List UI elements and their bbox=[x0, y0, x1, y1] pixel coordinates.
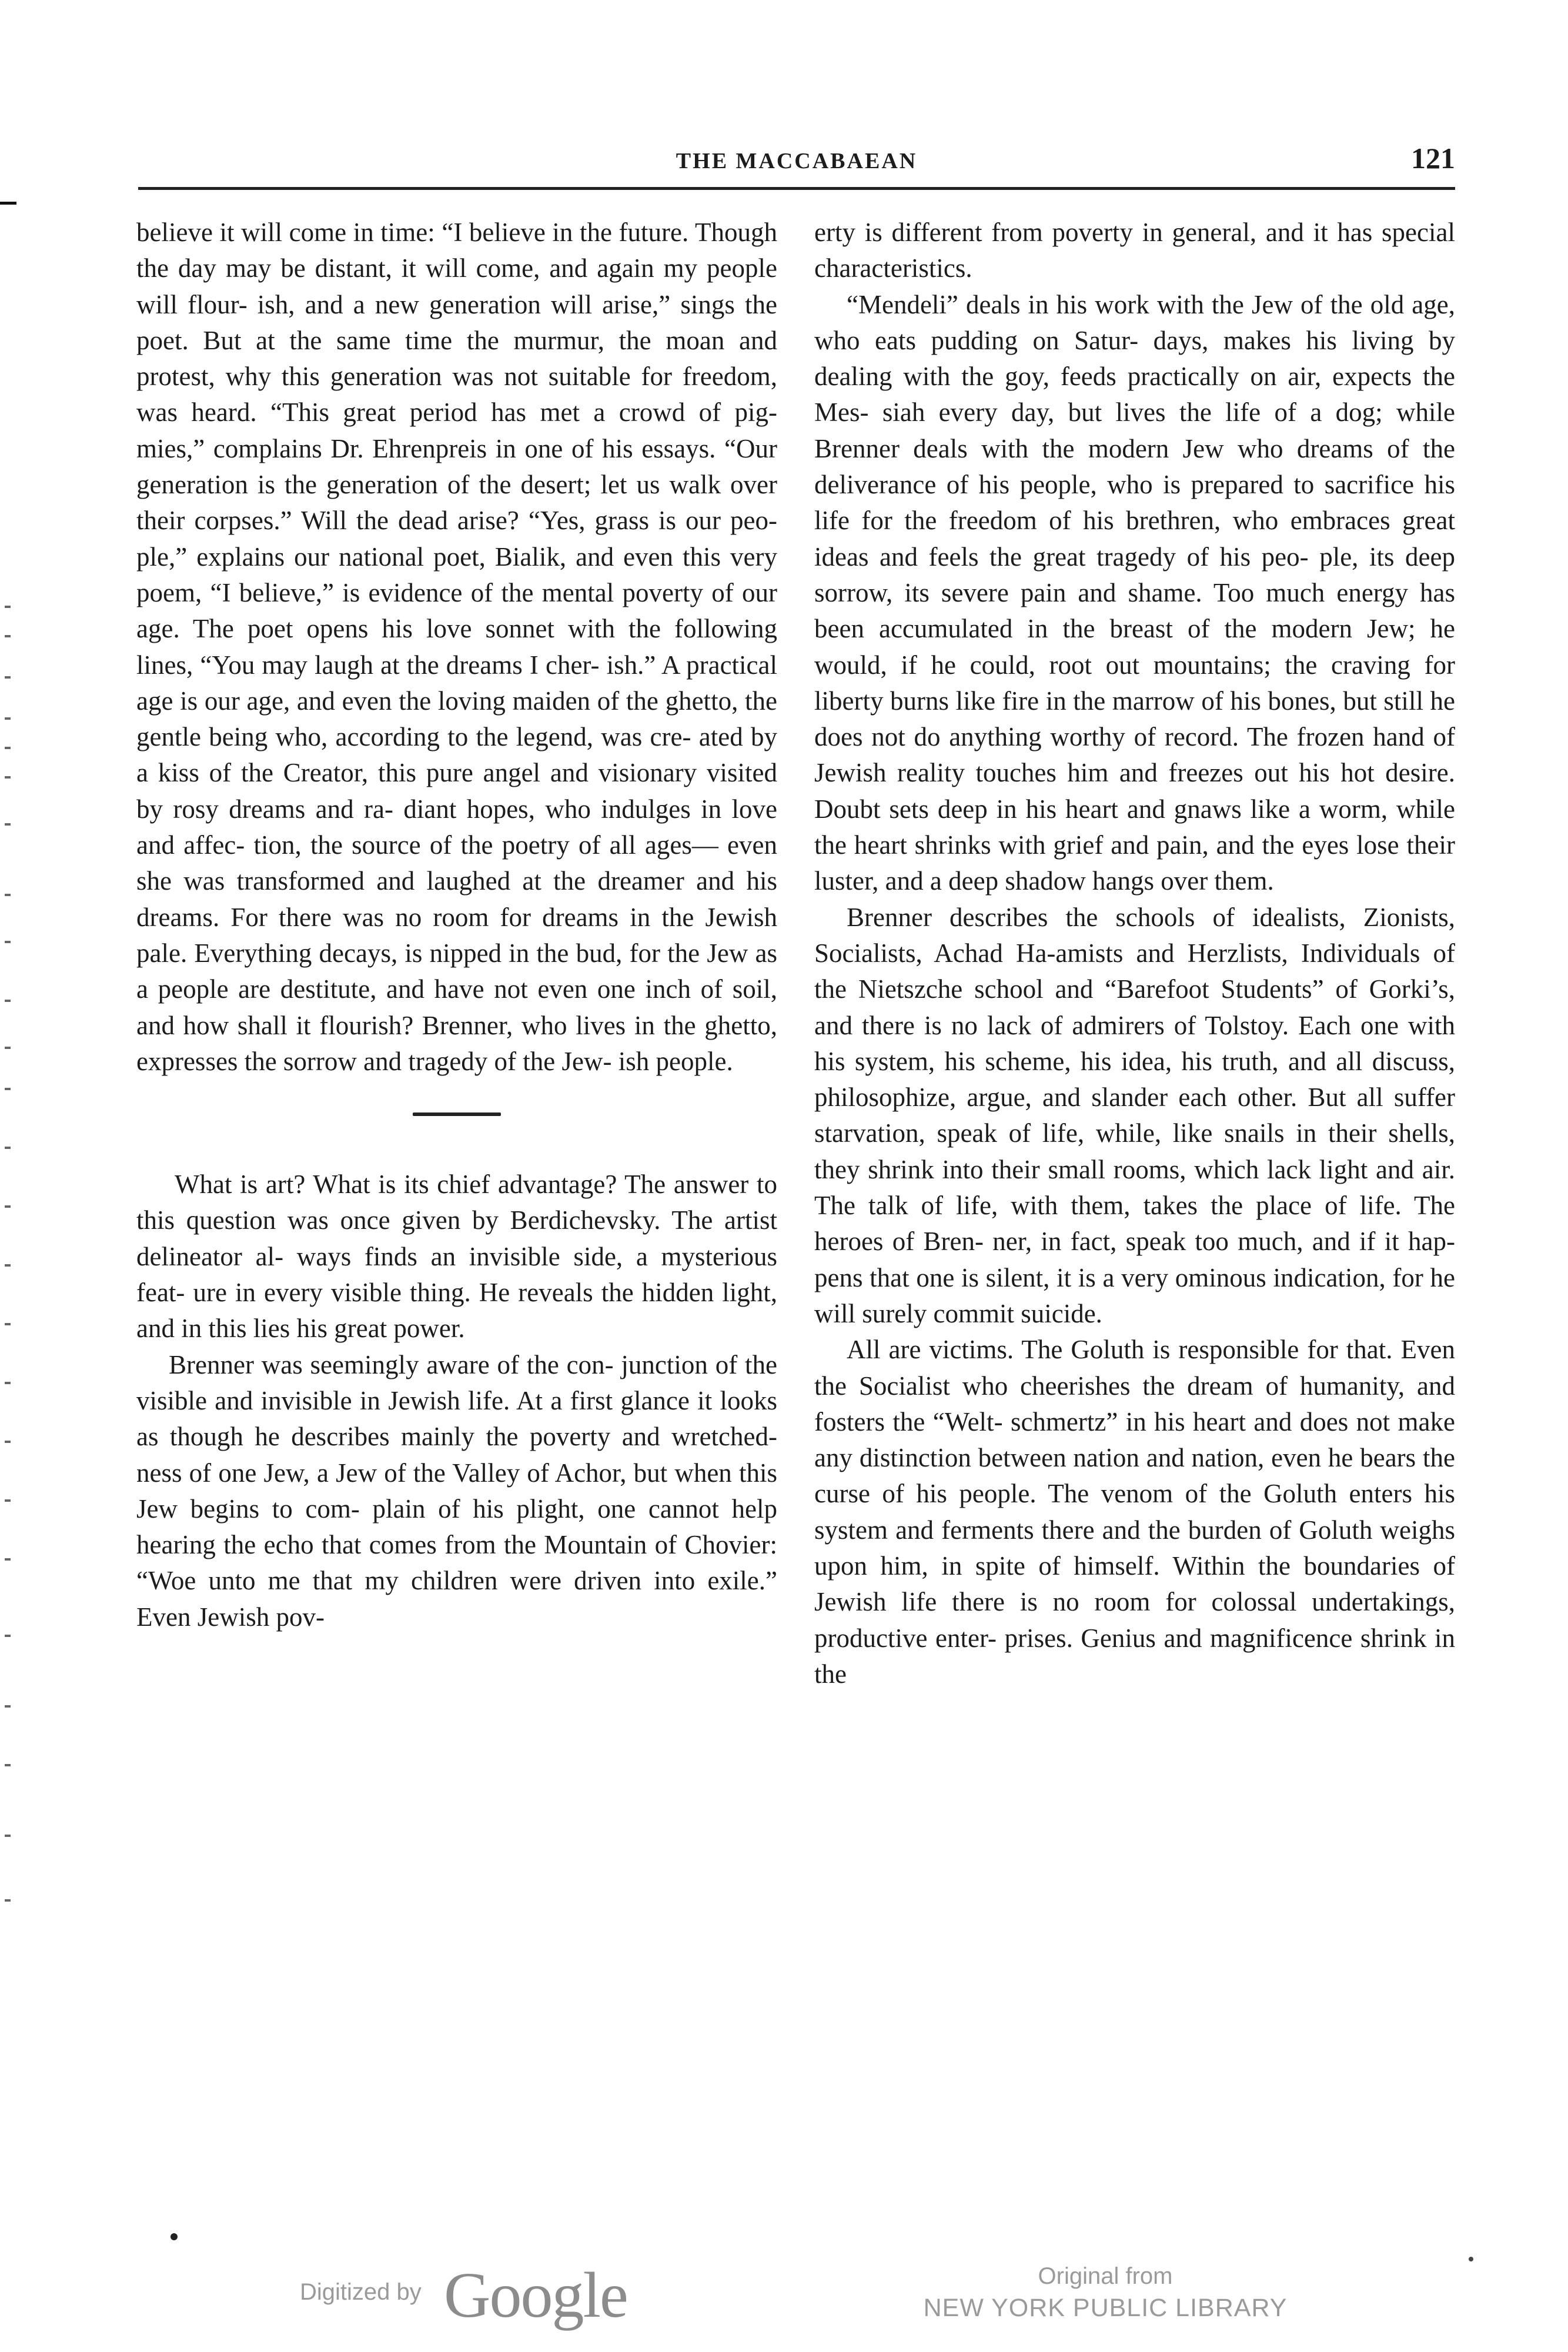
margin-speck bbox=[5, 1000, 11, 1002]
section-separator bbox=[413, 1112, 501, 1116]
margin-speck bbox=[5, 747, 11, 749]
left-paragraph-2: What is art? What is its chief advantage? The answer to this question was once given by Berdichevsky. The artist delineator al- ways finds an invisible side, a mysterious feat- ure in every visible thing. He reveals the hidden light, and in this lies his great power. bbox=[136, 1170, 777, 1344]
margin-speck bbox=[5, 1205, 11, 1208]
margin-speck bbox=[5, 823, 11, 826]
margin-speck bbox=[5, 1088, 11, 1090]
margin-speck bbox=[5, 606, 11, 608]
margin-speck bbox=[5, 1382, 11, 1384]
right-paragraph-1: erty is different from poverty in general, and it has special characteristics. bbox=[814, 218, 1455, 283]
margin-speck bbox=[5, 635, 11, 637]
digitized-by-label: Digitized by bbox=[300, 2279, 422, 2305]
left-paragraph-1: believe it will come in time: “I believe in the future. Though the day may be distant, it will come, and again my people will flour- ish, and a new generation will arise,” sings the poet. But at the same time the murmur, the moan and protest, why this generation was not suitable for freedom, was heard. “This great period has met a crowd of pig- mies,” complains Dr. Ehrenpreis in one of his essays. “Our generation is the generation of the desert; let us walk over their corpses.” Will the dead arise? “Yes, grass is our peo- ple,” explains our national poet, Bialik, and even this very poem, “I believe,” is evidence of the mental poverty of our age. The poet opens his love sonnet with the following lines, “You may laugh at the dreams I cher- ish.” A practical age is our age, and even the loving maiden of the ghetto, the gentle being who, according to the legend, was cre- ated by a kiss of the Creator, this pure angel and visionary visited by rosy dreams and ra- diant hopes, who indulges in love and affec- tion, the source of the poetry of all ages— even she was transformed and laughed at the dreamer and his dreams. For there was no room for dreams in the Jewish pale. Everything decays, is nipped in the bud, for the Jew as a people are destitute, and have not even one inch of soil, and how shall it flourish? Brenner, who lives in the ghetto, expresses the sorrow and tragedy of the Jew- ish people. bbox=[136, 218, 777, 1076]
left-column bbox=[136, 215, 777, 1635]
original-from-label: Original from bbox=[1038, 2263, 1173, 2289]
header-rule bbox=[138, 187, 1455, 190]
library-name: NEW YORK PUBLIC LIBRARY bbox=[923, 2294, 1288, 2322]
running-title: THE MACCABAEAN bbox=[676, 149, 918, 173]
margin-speck bbox=[5, 1635, 11, 1637]
margin-specks bbox=[0, 0, 24, 2352]
margin-speck bbox=[5, 1558, 11, 1561]
right-paragraph-3: Brenner describes the schools of idealists, Zionists, Socialists, Achad Ha-amists and Herzlists, Individuals of the Nietszche school and “Barefoot Students” of Gorki’s, and there is no lack of admirers of Tolstoy. Each one with his system, his scheme, his idea, his truth, and all discuss, philosophize, argue, and slander each other. But all suffer starvation, speak of life, while, like snails in their shells, they shrink into their small rooms, which lack light and air. The talk of life, with them, takes the place of life. The heroes of Bren- ner, in fact, speak too much, and if it hap- pens that one is silent, it is a very ominous indication, for he will surely commit suicide. bbox=[814, 902, 1455, 1328]
margin-speck bbox=[5, 676, 11, 679]
margin-speck bbox=[5, 1835, 11, 1837]
google-logo: Google bbox=[444, 2259, 627, 2331]
bottom-speck bbox=[170, 2233, 178, 2240]
margin-speck bbox=[5, 717, 11, 720]
margin-speck bbox=[5, 1047, 11, 1049]
page-number: 121 bbox=[1411, 142, 1455, 175]
margin-speck bbox=[5, 894, 11, 896]
right-paragraph-2: “Mendeli” deals in his work with the Jew of the old age, who eats pudding on Satur- days, makes his living by dealing with the goy, feeds practically on air, expects the Mes- siah every day, but lives the life of a dog; while Brenner deals with the modern Jew who dreams of the deliverance of his people, who is prepared to sacrifice his life for the freedom of his brethren, who embraces great ideas and feels the great tragedy of his peo- ple, its deep sorrow, its severe pain and shame. Too much energy has been accumulated in the breast of the modern Jew; he would, if he could, root out mountains; the craving for liberty burns like fire in the marrow of his bones, but still he does not do anything worthy of record. The frozen hand of Jewish reality touches him and freezes out his hot desire. Doubt sets deep in his heart and gnaws like a worm, while the heart shrinks with grief and pain, and the eyes lose their luster, and a deep shadow hangs over them. bbox=[814, 289, 1455, 896]
right-column bbox=[814, 215, 1455, 1692]
margin-speck bbox=[5, 1264, 11, 1267]
bottom-right-speck bbox=[1469, 2257, 1473, 2261]
margin-speck bbox=[5, 1499, 11, 1502]
margin-speck bbox=[5, 1899, 11, 1902]
running-head bbox=[138, 141, 1455, 182]
right-paragraph-4: All are victims. The Goluth is responsible for that. Even the Socialist who cheerishes the dream of humanity, and fosters the “Welt- schmertz” in his heart and does not make any distinction between nation and nation, even he bears the curse of his people. The venom of the Goluth enters his system and ferments there and the burden of Goluth weighs upon him, in spite of himself. Within the boundaries of Jewish life there is no room for colossal undertakings, productive enter- prises. Genius and magnificence shrink in the bbox=[814, 1335, 1455, 1689]
margin-speck bbox=[5, 1441, 11, 1443]
margin-speck bbox=[5, 1764, 11, 1766]
source-attribution bbox=[876, 2261, 1335, 2324]
margin-speck bbox=[5, 1147, 11, 1149]
left-paragraph-3: Brenner was seemingly aware of the con- junction of the visible and invisible in Jewish life. At a first glance it looks as though he describes mainly the poverty and wretched- ness of one Jew, a Jew of the Valley of Achor, but when this Jew begins to com- plain of his plight, one cannot help hearing the echo that comes from the Mountain of Chovier: “Woe unto me that my children were driven into exile.” Even Jewish pov- bbox=[136, 1349, 777, 1632]
margin-speck bbox=[5, 941, 11, 943]
margin-speck bbox=[5, 1323, 11, 1325]
margin-speck bbox=[5, 1705, 11, 1708]
margin-speck bbox=[5, 776, 11, 779]
